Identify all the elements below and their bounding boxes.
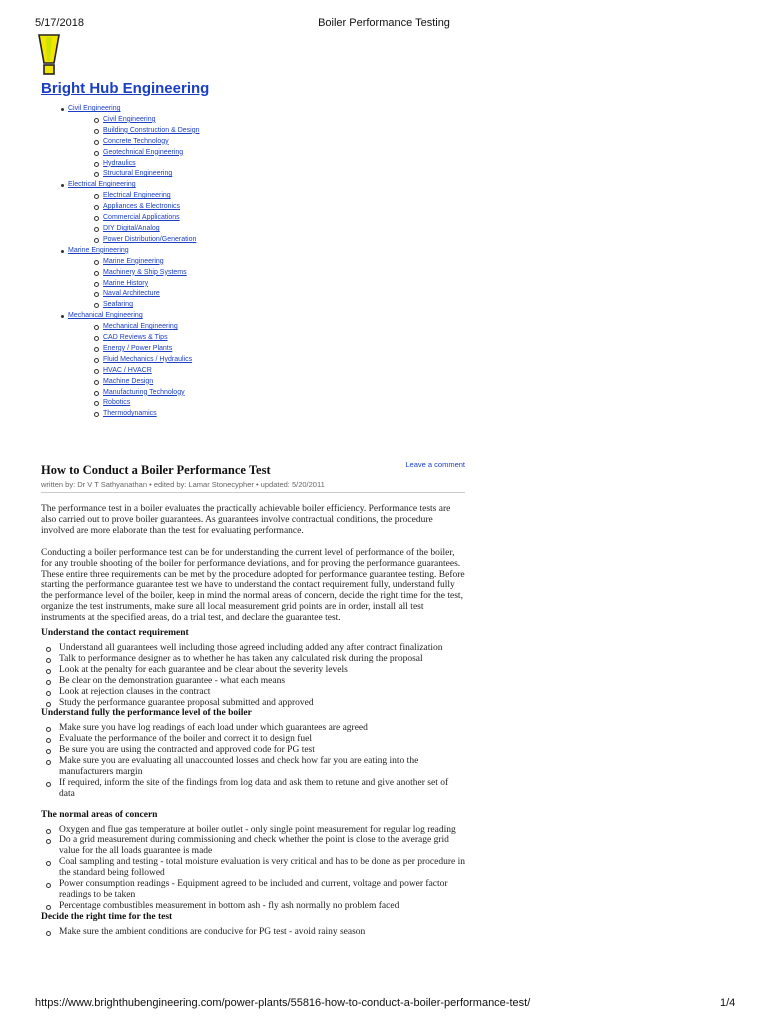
nav-subcategory <box>94 322 200 333</box>
list-item: Make sure you are evaluating all unaccounted losses and check how far you are eating into the manufacturers margin <box>59 756 465 778</box>
nav-subcategory-link[interactable]: Seafaring <box>103 301 133 309</box>
list-item: Understand all guarantees well including those agreed including added any after contract finalization <box>59 643 465 654</box>
site-title-link[interactable]: Bright Hub Engineering <box>41 80 210 97</box>
list-item: If required, inform the site of the findings from log data and ask them to retune and give another set of data <box>59 778 465 800</box>
nav-subcategory-link[interactable]: CAD Reviews & Tips <box>103 334 168 342</box>
test-timing-list <box>41 927 465 938</box>
list-item: Talk to performance designer as to whether he has taken any calculated risk during the proposal <box>59 654 465 665</box>
list-item: Power consumption readings - Equipment agreed to be included and current, voltage and power factor readings to be taken <box>59 879 465 901</box>
list-item: Coal sampling and testing - total moisture evaluation is very critical and has to be done as per procedure in the standard being followed <box>59 857 466 879</box>
nav-subcategory-link[interactable]: Marine History <box>103 279 149 287</box>
nav-subcategory <box>94 279 200 290</box>
list-item: Evaluate the performance of the boiler and correct it to design fuel <box>59 734 465 745</box>
nav-category <box>60 104 200 180</box>
overview-paragraph: Conducting a boiler performance test can be for understanding the current level of performance of the boiler, for any trouble shooting of the boiler for performance deviations, and for proving the performance guarantees. These entire three requirements can be met by the procedure adopted for performance guarantee testing. Before starting the performance guarantee test we have to understand the contact requirement fully, understand fully the performance level of the boiler, keep in mind the normal areas of concern, decide the right time for the test, organize the test instruments, make sure all local measurement grid points are in order, install all test instruments at the specified areas, do a trial test, and declare the guarantee test. <box>41 547 465 624</box>
list-item: Be clear on the demonstration guarantee - what each means <box>59 676 465 687</box>
nav-subcategory-link[interactable]: Manufacturing Technology <box>103 388 185 396</box>
footer-page-number: 1/4 <box>720 997 736 1009</box>
section-heading-contact: Understand the contact requirement <box>41 628 189 639</box>
list-item: Look at the penalty for each guarantee and be clear about the severity levels <box>59 665 465 676</box>
category-nav <box>60 104 200 420</box>
nav-subcategory-link[interactable]: Building Construction & Design <box>103 126 200 134</box>
nav-subcategory-link[interactable]: Marine Engineering <box>103 257 164 265</box>
leave-comment-link[interactable]: Leave a comment <box>405 460 465 469</box>
list-item: Do a grid measurement during commissioning and check whether the point is close to the average grid value for the all loads guarantee is made <box>59 835 465 857</box>
nav-subcategory <box>94 169 200 180</box>
nav-category-link[interactable]: Marine Engineering <box>68 246 129 254</box>
nav-subcategory <box>94 202 200 213</box>
nav-subcategory-link[interactable]: Geotechnical Engineering <box>103 148 184 156</box>
nav-subcategory-link[interactable]: Electrical Engineering <box>103 192 171 200</box>
contact-requirement-list <box>41 643 465 708</box>
section-heading-performance: Understand fully the performance level of the boiler <box>41 708 252 719</box>
nav-subcategory-link[interactable]: Naval Architecture <box>103 290 160 298</box>
list-item: Study the performance guarantee proposal submitted and approved <box>59 698 465 709</box>
nav-subcategory-link[interactable]: Robotics <box>103 399 131 407</box>
section-heading-timing: Decide the right time for the test <box>41 911 173 922</box>
nav-subcategory-link[interactable]: Thermodynamics <box>103 410 157 418</box>
article <box>41 462 465 938</box>
section-heading-concern: The normal areas of concern <box>41 809 158 820</box>
nav-category <box>60 180 200 245</box>
nav-subcategory-link[interactable]: Power Distribution/Generation <box>103 235 197 243</box>
print-date: 5/17/2018 <box>35 17 84 29</box>
list-item: Percentage combustibles measurement in bottom ash - fly ash normally no problem faced <box>59 901 465 912</box>
nav-subcategory <box>94 191 200 202</box>
areas-of-concern-list <box>41 825 465 912</box>
list-item: Make sure the ambient conditions are conducive for PG test - avoid rainy season <box>59 927 465 938</box>
nav-category-link[interactable]: Mechanical Engineering <box>68 312 143 320</box>
nav-subcategory <box>94 289 200 300</box>
nav-subcategory <box>94 344 200 355</box>
nav-subcategory-link[interactable]: Civil Engineering <box>103 115 156 123</box>
print-page-title: Boiler Performance Testing <box>318 17 450 29</box>
intro-paragraph: The performance test in a boiler evaluates the practically achievable boiler efficiency. Performance tests are also carried out to prove boiler guarantees. As guarantees involve contractual conditions, the procedure involved are more elaborate than the test for evaluating performance. <box>41 504 451 536</box>
nav-subcategory <box>94 333 200 344</box>
nav-subcategory-link[interactable]: Concrete Technology <box>103 137 169 145</box>
nav-subcategory <box>94 268 200 279</box>
list-item: Look at rejection clauses in the contract <box>59 687 465 698</box>
nav-subcategory <box>94 224 200 235</box>
yellow-pencil-logo-icon[interactable] <box>36 33 62 77</box>
nav-subcategory-link[interactable]: Hydraulics <box>103 159 136 167</box>
article-byline: written by: Dr V T Sathyanathan • edited by: Lamar Stonecypher • updated: 5/20/2011 <box>41 480 465 493</box>
nav-subcategory-link[interactable]: Fluid Mechanics / Hydraulics <box>103 355 193 363</box>
nav-category <box>60 246 200 311</box>
nav-subcategory-link[interactable]: DIY Digital/Analog <box>103 224 160 232</box>
nav-subcategory <box>94 213 200 224</box>
nav-subcategory-link[interactable]: Machine Design <box>103 377 154 385</box>
nav-subcategory-link[interactable]: Energy / Power Plants <box>103 344 173 352</box>
nav-subcategory-link[interactable]: Mechanical Engineering <box>103 323 178 331</box>
nav-subcategory <box>94 388 200 399</box>
nav-subcategory-link[interactable]: HVAC / HVACR <box>103 366 152 374</box>
nav-subcategory <box>94 366 200 377</box>
list-item: Be sure you are using the contracted and approved code for PG test <box>59 745 465 756</box>
nav-subcategory <box>94 126 200 137</box>
nav-category-link[interactable]: Civil Engineering <box>68 105 121 112</box>
nav-subcategory <box>94 159 200 170</box>
nav-subcategory <box>94 409 200 420</box>
nav-subcategory-link[interactable]: Machinery & Ship Systems <box>103 268 187 276</box>
nav-subcategory <box>94 115 200 126</box>
nav-subcategory <box>94 300 200 311</box>
nav-subcategory-link[interactable]: Appliances & Electronics <box>103 203 181 211</box>
footer-url: https://www.brighthubengineering.com/power-plants/55816-how-to-conduct-a-boiler-performance-test/ <box>35 997 531 1009</box>
nav-subcategory <box>94 235 200 246</box>
list-item: Make sure you have log readings of each load under which guarantees are agreed <box>59 723 465 734</box>
nav-subcategory <box>94 137 200 148</box>
nav-subcategory <box>94 148 200 159</box>
nav-category <box>60 311 200 420</box>
nav-subcategory <box>94 398 200 409</box>
list-item: Oxygen and flue gas temperature at boiler outlet - only single point measurement for regular log reading <box>59 825 465 836</box>
nav-subcategory <box>94 355 200 366</box>
article-title: How to Conduct a Boiler Performance Test <box>41 463 271 477</box>
nav-subcategory-link[interactable]: Structural Engineering <box>103 170 173 178</box>
nav-subcategory-link[interactable]: Commercial Applications <box>103 214 180 222</box>
nav-subcategory <box>94 377 200 388</box>
nav-category-link[interactable]: Electrical Engineering <box>68 181 136 189</box>
nav-subcategory <box>94 257 200 268</box>
performance-level-list <box>41 723 465 799</box>
